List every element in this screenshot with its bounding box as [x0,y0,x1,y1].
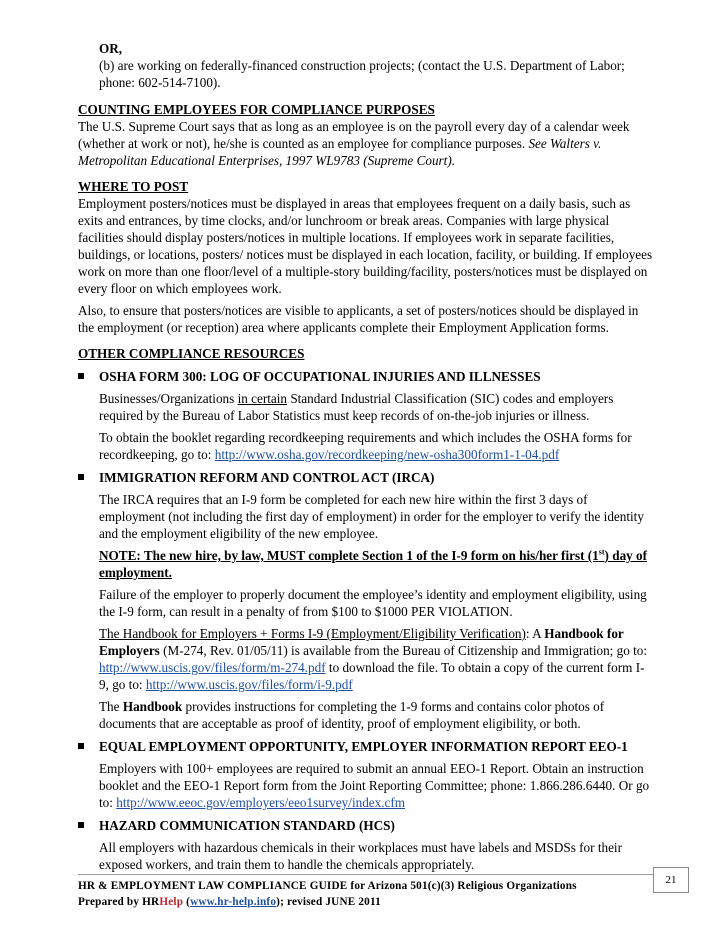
osha-p1-start: Businesses/Organizations [99,391,238,406]
osha-p1-underlined: in certain [237,391,288,406]
footer-website-link[interactable]: www.hr-help.info [190,896,277,908]
footer-prepared: Prepared by HR [78,896,160,908]
footer [78,878,653,910]
condition-b-text: (b) are working on federally-financed construction projects; (contact the U.S. Department of Labor; [99,58,625,73]
eeo-bullet [78,738,653,755]
osha-paragraph-1 [99,390,653,424]
condition-b [99,57,653,91]
osha-bullet [78,368,653,385]
footer-brand-help: Help [159,896,184,908]
irca-paragraph-1: The IRCA requires that an I-9 form be completed for each new hire within the first 3 days of employment (not including the first day of employment) in order for the employer to verify the identity and the employment eligibility of the new employee. [99,492,644,541]
irca-paragraph-4 [99,698,653,732]
handbook-mid: to download the file. To obtain a copy of the current form I-9, go to: [99,660,645,692]
footer-paren-open: ( [183,896,191,908]
bullet-square-icon [78,822,84,828]
osha-title: OSHA FORM 300: LOG OF OCCUPATIONAL INJURIES AND ILLNESSES [99,369,541,384]
hcs-bullet [78,817,653,834]
bullet-square-icon [78,373,84,379]
irca-note [99,547,653,581]
irca-handbook-paragraph [99,625,653,693]
counting-citation: See Walters v. Metropolitan Educational Enterprises, 1997 WL9783 (Supreme Court). [78,136,602,168]
hcs-paragraph: All employers with hazardous chemicals in their workplaces must have labels and MSDSs for their exposed workers, and train them to handle the chemicals appropriately. [99,840,622,872]
counting-text: The U.S. Supreme Court says that as long as an employee is on the payroll every day of a calendar week (whether at work or not), he/she is counted as an employee for compliance purposes. [78,119,630,151]
irca-note-sup: st [598,547,605,557]
footer-line-1: HR & EMPLOYMENT LAW COMPLIANCE GUIDE for Arizona 501(c)(3) Religious Organizations [78,880,577,892]
eeoc-link[interactable]: http://www.eeoc.gov/employers/eeo1survey/index.cfm [116,795,406,810]
bullet-square-icon [78,743,84,749]
irca-paragraph-2: Failure of the employer to properly document the employee’s identity and employment eligibility, using the I-9 form, can result in a penalty of from $100 to $1000 PER VIOLATION. [99,587,647,619]
irca-bullet [78,469,653,486]
irca-p4-end: provides instructions for completing the 1-9 forms and contains color photos of documents that are acceptable as proof of identity, proof of employment eligibility, or both. [99,699,605,731]
osha-paragraph-2 [99,429,653,463]
irca-p4-start: The [99,699,123,714]
eeo-title: EQUAL EMPLOYMENT OPPORTUNITY, EMPLOYER INFORMATION REPORT EEO-1 [99,739,628,754]
irca-note-start: NOTE: The new hire, by law, MUST complete Section 1 of the I-9 form on his/her first (1 [99,548,599,563]
handbook-title: The Handbook for Employers + Forms I-9 (Employment/Eligibility Verification) [99,626,526,641]
hcs-title: HAZARD COMMUNICATION STANDARD (HCS) [99,818,395,833]
irca-note-end: ) day of employment. [99,548,648,580]
where-paragraph-1: Employment posters/notices must be displayed in areas that employees frequent on a daily basis, such as exits and entrances, by time clocks, and/or lunchroom or break areas. Companies with large physical facilities should display posters/notices in multiple locations. If employees work in separate facilities, buildings, or locations, posters/ notices must be displayed in each location, facility, or building. If employees work on more than one floor/level of a multiple-story building/facility, posters/notices must be displayed on every floor on which employees work. [78,196,653,296]
handbook-m274-link[interactable]: http://www.uscis.gov/files/form/m-274.pdf [99,660,326,675]
handbook-bold: Handbook for Employers [99,626,624,658]
irca-title: IMMIGRATION REFORM AND CONTROL ACT (IRCA) [99,470,435,485]
i9-form-link[interactable]: http://www.uscis.gov/files/form/i-9.pdf [145,677,353,692]
osha-p1-end: Standard Industrial Classification (SIC) codes and employers required by the Bureau of Labor Statistics must keep records of on-the-job injuries or illness. [99,391,614,423]
where-paragraph-2: Also, to ensure that posters/notices are visible to applicants, a set of posters/notices should be displayed in the employment (or reception) area where applicants complete their Employment Application forms. [78,303,639,335]
other-heading: OTHER COMPLIANCE RESOURCES [78,346,305,361]
handbook-rest: (M-274, Rev. 01/05/11) is available from the Bureau of Citizenship and Immigration; go to: [159,643,648,658]
counting-paragraph [78,118,653,169]
osha-p2-text: To obtain the booklet regarding recordkeeping requirements and which includes the OSHA forms for recordkeeping, go to: [99,430,632,462]
eeo-paragraph [99,760,653,811]
eeo-text: Employers with 100+ employees are required to submit an annual EEO-1 Report. Obtain an instruction booklet and the EEO-1 Report form from the Joint Reporting Committee; phone: 1.866.286.6440. Or go to: [99,761,650,810]
footer-divider [78,874,653,875]
bullet-square-icon [78,474,84,480]
document-body [78,40,653,873]
condition-b-phone: phone: 602-514-7100). [99,75,221,90]
page-number: 21 [653,867,689,893]
handbook-colon: : A [525,626,545,641]
osha-link[interactable]: http://www.osha.gov/recordkeeping/new-osha300form1-1-04.pdf [214,447,560,462]
or-label: OR, [99,41,123,56]
where-heading: WHERE TO POST [78,179,189,194]
footer-revised: ); revised JUNE 2011 [276,896,381,908]
footer-line-2 [78,894,653,910]
counting-heading: COUNTING EMPLOYEES FOR COMPLIANCE PURPOSES [78,102,435,117]
irca-p4-bold: Handbook [122,699,183,714]
